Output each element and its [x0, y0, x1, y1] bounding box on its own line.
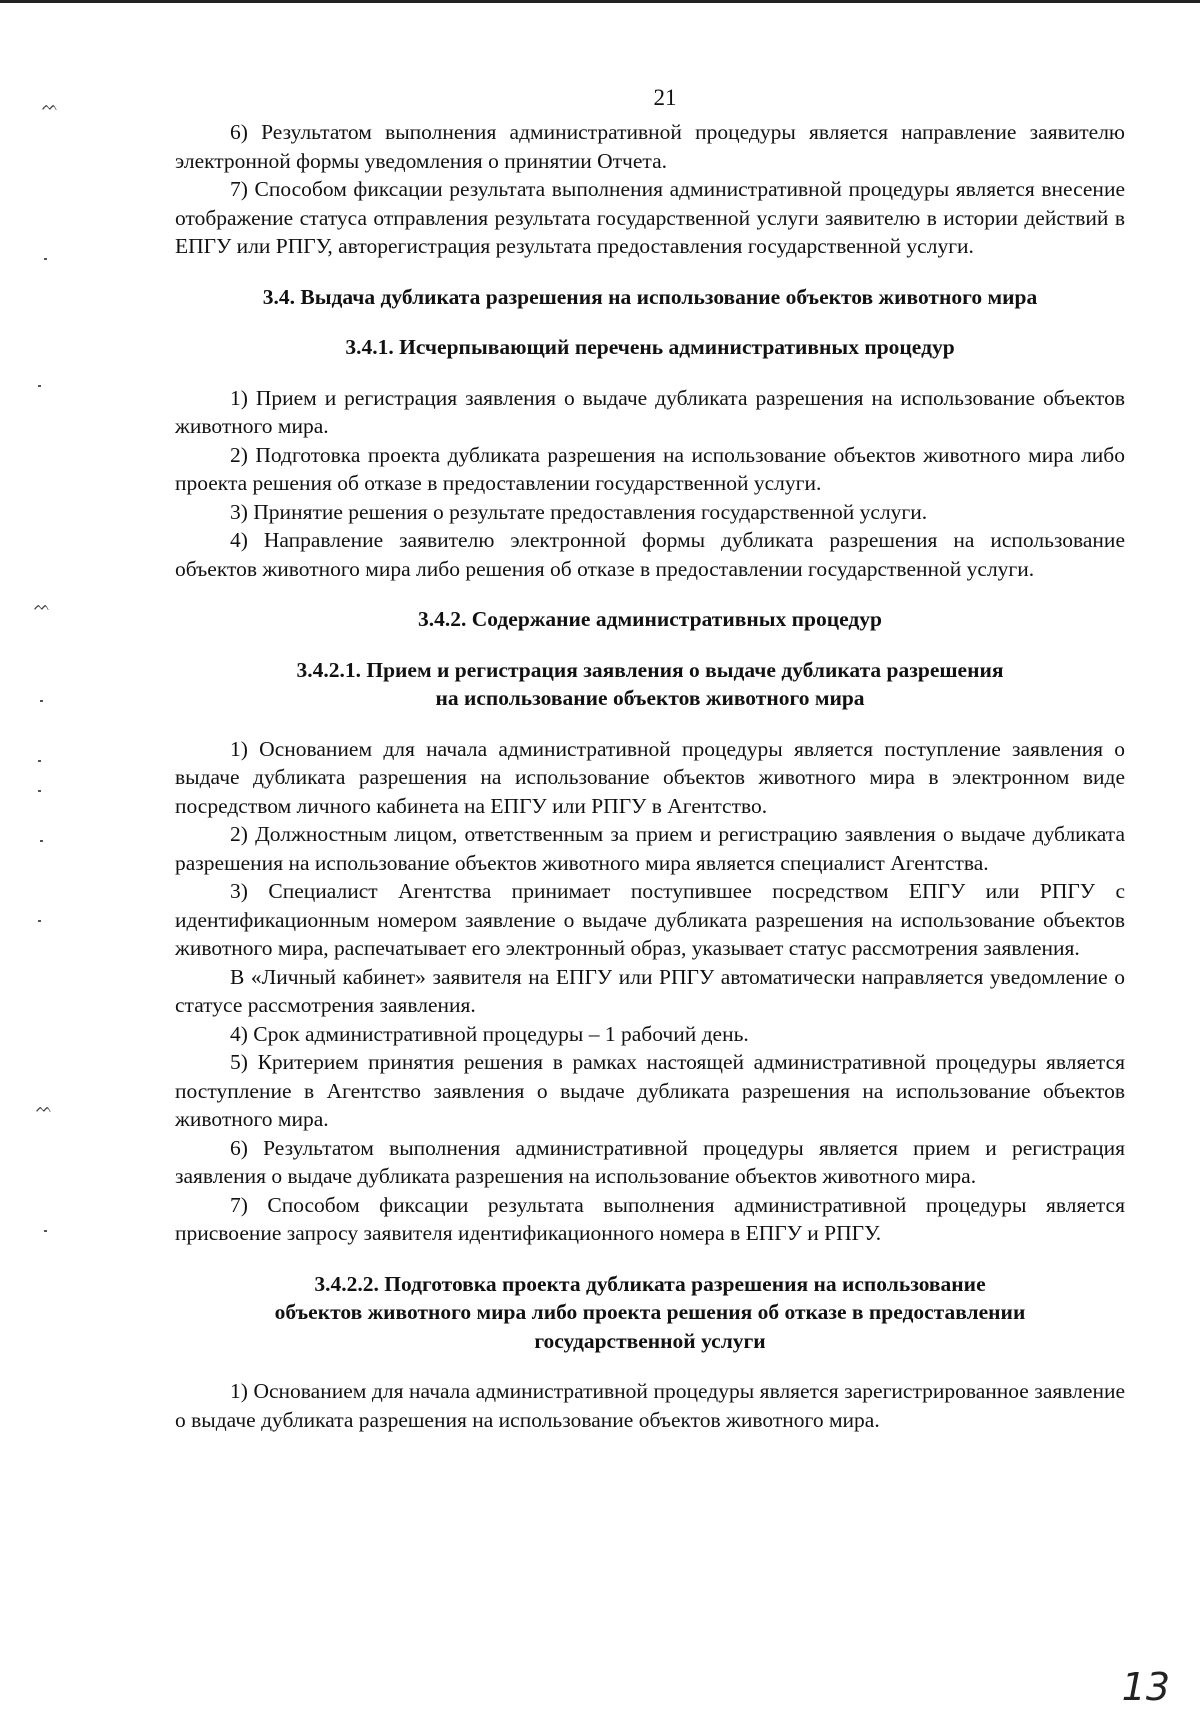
- paragraph: 6) Результатом выполнения административной процедуры является прием и регистрация заявления о выдаче дубликата разрешения на использование объектов животного мира.: [175, 1135, 1125, 1188]
- margin-mark: ᨓ: [42, 98, 59, 114]
- section-heading: 3.4.2. Содержание административных процедур: [418, 607, 882, 631]
- document-body: [175, 118, 1125, 1434]
- paragraph: 1) Прием и регистрация заявления о выдаче дубликата разрешения на использование объектов животного мира.: [175, 385, 1125, 438]
- scan-top-edge: [0, 0, 1200, 3]
- handwritten-sheet-number: 13: [1121, 1665, 1170, 1709]
- paragraph: 1) Основанием для начала административной процедуры является зарегистрированное заявление о выдаче дубликата разрешения на использование объектов животного мира.: [175, 1379, 1125, 1432]
- scan-speck: [44, 258, 47, 260]
- paragraph: 4) Направление заявителю электронной формы дубликата разрешения на использование объектов животного мира либо решения об отказе в предоставлении государственной услуги.: [175, 528, 1125, 581]
- scan-speck: [44, 1230, 47, 1232]
- paragraph: 2) Подготовка проекта дубликата разрешения на использование объектов животного мира либо проекта решения об отказе в предоставлении государственной услуги.: [175, 442, 1125, 495]
- scan-speck: [38, 385, 41, 387]
- paragraph: 1) Основанием для начала административной процедуры является поступление заявления о выдаче дубликата разрешения на использование объектов животного мира в электронном виде посредством личного кабинета на ЕПГУ или РПГУ в Агентство.: [175, 736, 1125, 818]
- paragraph: 3) Специалист Агентства принимает поступившее посредством ЕПГУ или РПГУ с идентификационным номером заявление о выдаче дубликата разрешения на использование объектов животного мира, распечатывает его электронный образ, указывает статус рассмотрения заявления.: [175, 879, 1125, 960]
- scan-speck: [38, 920, 41, 922]
- paragraph: 6) Результатом выполнения административной процедуры является направление заявителю электронной формы уведомления о принятии Отчета.: [175, 120, 1125, 173]
- paragraph: 7) Способом фиксации результата выполнения административной процедуры является присвоение запросу заявителя идентификационного номера в ЕПГУ и РПГУ.: [175, 1192, 1125, 1245]
- paragraph: 4) Срок административной процедуры – 1 рабочий день.: [230, 1021, 749, 1046]
- margin-mark: ᨓ: [36, 1100, 53, 1116]
- paragraph: 3) Принятие решения о результате предоставления государственной услуги.: [230, 499, 928, 524]
- margin-mark: ᨓ: [34, 598, 51, 614]
- document-page: [175, 78, 1125, 1434]
- section-heading: 3.4.2.2. Подготовка проекта дубликата разрешения на использование объектов животного мира либо проекта решения об отказе в предоставлении государственной услуги: [274, 1271, 1026, 1353]
- paragraph: 2) Должностным лицом, ответственным за прием и регистрацию заявления о выдаче дубликата разрешения на использование объектов животного мира является специалист Агентства.: [175, 822, 1125, 875]
- paragraph: В «Личный кабинет» заявителя на ЕПГУ или РПГУ автоматически направляется уведомление о статусе рассмотрения заявления.: [175, 964, 1125, 1017]
- section-heading: 3.4.2.1. Прием и регистрация заявления о выдаче дубликата разрешения на использование объектов животного мира: [296, 657, 1004, 710]
- paragraph: 7) Способом фиксации результата выполнения административной процедуры является внесение отображение статуса отправления результата государственной услуги заявителю в истории действий в ЕПГУ или РПГУ, авторегистрация результата предоставления государственной услуги.: [175, 177, 1125, 258]
- section-heading: 3.4.1. Исчерпывающий перечень административных процедур: [345, 335, 955, 359]
- scan-speck: [40, 700, 43, 702]
- scan-speck: [38, 790, 41, 792]
- section-heading: 3.4. Выдача дубликата разрешения на использование объектов животного мира: [262, 284, 1038, 309]
- scan-speck: [40, 840, 43, 842]
- paragraph: 5) Критерием принятия решения в рамках настоящей административной процедуры является поступление в Агентство заявления о выдаче дубликата разрешения на использование объектов животного мира.: [175, 1050, 1125, 1131]
- scan-speck: [38, 760, 41, 762]
- page-number: 21: [653, 85, 677, 110]
